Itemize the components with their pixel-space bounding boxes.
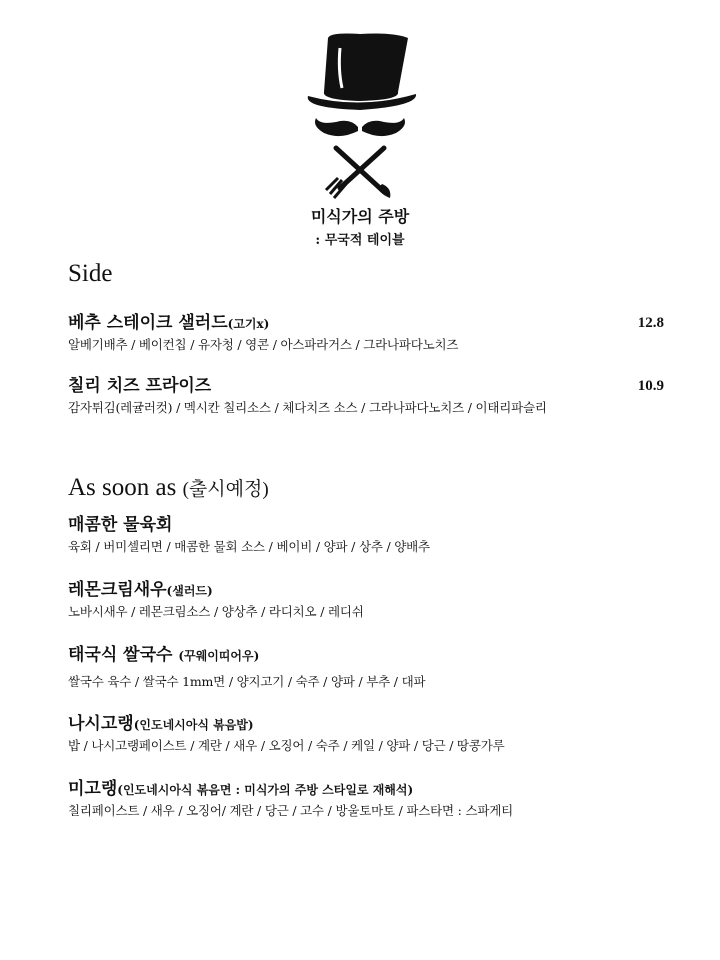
item-note: (고기x) [227,317,270,331]
item-name: 매콤한 물육회 [68,515,173,535]
item-note: (인도네시아식 볶음밥) [133,718,254,732]
item-name: 나시고랭(인도네시아식 볶음밥) [68,714,254,734]
item-price: 10.9 [637,378,664,394]
item-desc: 밥 / 나시고랭페이스트 / 계란 / 새우 / 오징어 / 숙주 / 케일 / 양파 / 당근 / 땅콩가루 [68,738,505,753]
item-desc: 노바시새우 / 레몬크림소스 / 양상추 / 라디치오 / 레디쉬 [68,604,364,619]
section-title-coming-soon: As soon as (출시예정) [68,474,269,501]
item-note: (꾸웨이띠어우) [178,649,260,663]
brand-title: 미식가의 주방 [310,207,410,226]
item-name: 베추 스테이크 샐러드(고기x) [68,313,270,333]
item-desc: 쌀국수 육수 / 쌀국수 1mm면 / 양지고기 / 숙주 / 양파 / 부추 / 대파 [68,674,426,689]
menu-item [68,374,664,417]
item-note: (인도네시아식 볶음면 : 미식가의 주방 스타일로 재해석) [117,783,414,797]
menu-item [68,311,664,354]
menu-item [68,777,664,820]
menu-item [68,643,664,691]
item-name: 태국식 쌀국수 (꾸웨이띠어우) [68,645,260,665]
item-desc: 칠리페이스트 / 새우 / 오징어/ 계란 / 당근 / 고수 / 방울토마토 / 파스타면 : 스파게티 [68,803,513,818]
item-name: 칠리 치즈 프라이즈 [68,376,212,396]
item-desc: 감자튀김(레귤러컷) / 멕시칸 칠리소스 / 체다치즈 소스 / 그라나파다노치즈 / 이태리파슬리 [68,400,547,415]
menu-item [68,712,664,755]
item-name: 레몬크림새우(샐러드) [68,580,213,600]
menu-item [68,578,664,621]
item-note: (샐러드) [166,584,213,598]
item-desc: 육회 / 버미셀리면 / 매콤한 물회 소스 / 베이비 / 양파 / 상추 / 양배추 [68,539,430,554]
logo-icon [300,30,420,200]
item-name: 미고랭(인도네시아식 볶음면 : 미식가의 주방 스타일로 재해석) [68,779,414,799]
item-price: 12.8 [637,315,664,331]
brand-subtitle: : 무국적 테이블 [315,233,405,248]
section-title-side: Side [68,260,113,287]
menu-item [68,513,664,556]
item-desc: 알베기배추 / 베이컨칩 / 유자청 / 영콘 / 아스파라거스 / 그라나파다노치즈 [68,337,459,352]
